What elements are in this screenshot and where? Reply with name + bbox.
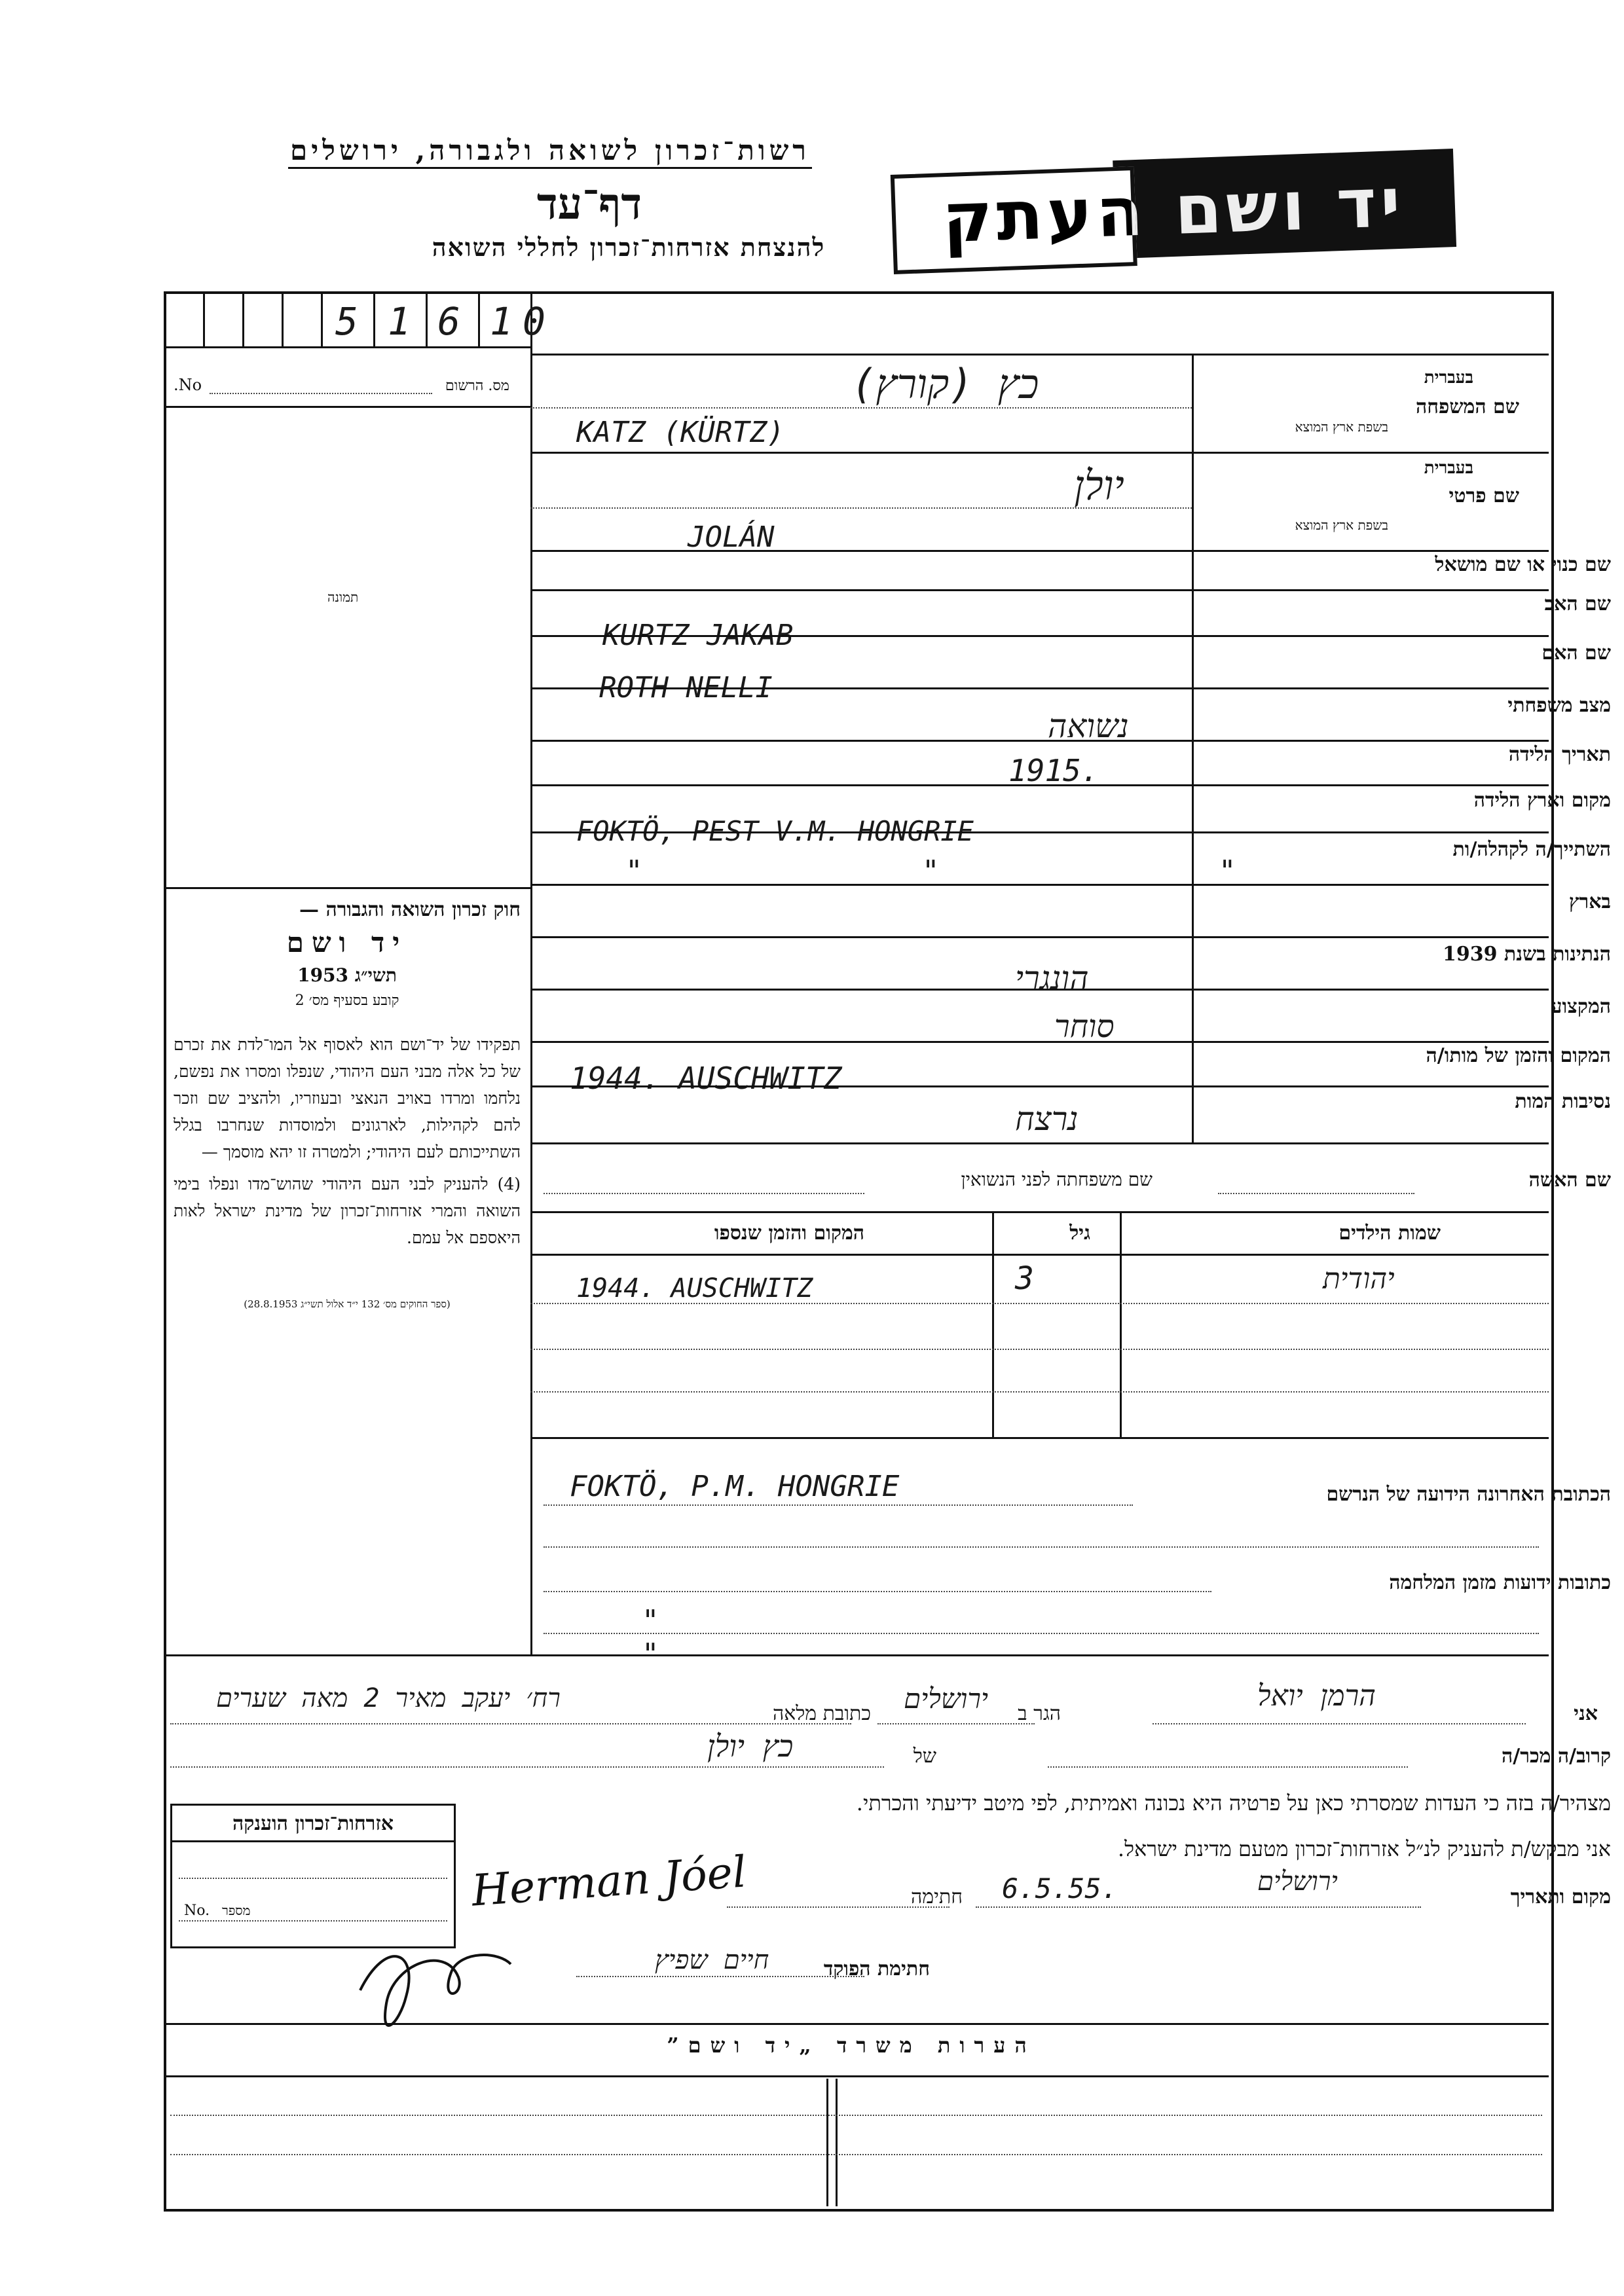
signature-label: חתימה bbox=[911, 1886, 963, 1908]
officer-signature-label: חתימת הפוקד bbox=[823, 1958, 930, 1980]
relative-label: קרוב/ה מכר/ה bbox=[1502, 1745, 1611, 1768]
document-title: דף־עד bbox=[536, 178, 642, 229]
request-text: אני מבקש/ת להעניק לנ״ל אזרחות־זכרון מטעם מדינת ישראל. bbox=[1117, 1836, 1611, 1861]
citizenship-granted-title: אזרחות־זכרון הוענקה bbox=[172, 1812, 454, 1842]
first-name-label: שם פרטי bbox=[1449, 484, 1519, 507]
reg-number-label: מס. הרשום bbox=[445, 378, 509, 394]
date-value: 6.5.55. bbox=[1002, 1872, 1118, 1904]
citizenship-granted-box bbox=[170, 1804, 456, 1948]
reg-no-label: No. bbox=[174, 376, 202, 394]
profession-value: סוחר bbox=[1054, 1008, 1115, 1045]
child-age-value: 3 bbox=[1015, 1260, 1034, 1297]
death-place-label: המקום והזמן של מותו/ה bbox=[1426, 1044, 1611, 1067]
death-circumstances-label: נסיבות המות bbox=[1515, 1090, 1611, 1113]
nickname-label: שם כנוי או שם מושאל bbox=[1435, 553, 1611, 576]
law-name: יד ושם bbox=[286, 926, 408, 958]
law-section: קובע בסעיף מס׳ 2 bbox=[295, 993, 399, 1009]
war-addresses-value: " " bbox=[642, 1604, 974, 1671]
family-name-hebrew-value: כץ (קורץ) bbox=[851, 360, 1039, 408]
declarant-value: הרמן יואל bbox=[1257, 1679, 1376, 1713]
death-place-value: 1944. AUSCHWITZ bbox=[570, 1061, 842, 1096]
citizenship-box-no-label: No. bbox=[184, 1903, 210, 1919]
mother-value: ROTH NELLI bbox=[599, 671, 773, 704]
father-value: KURTZ JAKAB bbox=[602, 619, 794, 652]
first-name-hebrew-value: יולן bbox=[1074, 462, 1124, 509]
first-name-latin-value: JOLÁN bbox=[688, 520, 775, 554]
full-address-label: כתובת מלאה bbox=[773, 1702, 871, 1725]
profession-label: המקצוע bbox=[1551, 995, 1611, 1018]
family-name-latin-value: KATZ (KÜRTZ) bbox=[576, 416, 784, 449]
authority-title: רשות־זכרון לשואה ולגבורה, ירושלים bbox=[288, 134, 812, 169]
registration-number-boxes bbox=[164, 291, 545, 348]
place-value: ירושלים bbox=[1257, 1867, 1338, 1897]
marital-status-label: מצב משפחתי bbox=[1507, 694, 1611, 717]
first-name-hebrew-sublabel: בעברית bbox=[1424, 458, 1473, 478]
citizenship-1939-label: הנתינות בשנת 1939 bbox=[1442, 943, 1611, 966]
law-title: חוק זכרון השואה והגבורה — bbox=[299, 898, 521, 921]
reg-digit-2: 1 bbox=[388, 299, 411, 344]
death-circumstances-value: נרצח bbox=[1015, 1100, 1079, 1138]
law-year-hebrew: תשי״ג bbox=[354, 964, 397, 986]
full-address-value: רח׳ יעקב מאיר 2 מאה שערים bbox=[216, 1683, 561, 1713]
family-name-hebrew-sublabel: בעברית bbox=[1424, 368, 1473, 388]
photo-label: תמונה bbox=[327, 589, 359, 605]
children-age-header: גיל bbox=[1069, 1222, 1090, 1245]
officer-name-value: חיים שפיץ bbox=[655, 1945, 769, 1975]
law-text-mission: תפקידו של יד־ושם הוא לאסוף אל המו־לדת את זכרם של כל אלה מבני העם היהודי, שנפלו ומסרו את נפשם, נלחמו ומרדו באויב הנאצי ובעוזריו, ולהציב שם וזכר להם לקהילות, לארגונים ולמוסדות שנחרבו בגלל השתייכותם לעם היהודי; ולמטרה זו יהא מוסמך — bbox=[174, 1035, 521, 1161]
father-label: שם האב bbox=[1544, 592, 1611, 615]
war-addresses-label: כתובות ידועות מזמן המלחמה bbox=[1389, 1571, 1611, 1594]
law-year: 1953 bbox=[297, 964, 349, 986]
declarant-label: אני bbox=[1574, 1702, 1598, 1725]
declarant-signature: Herman Jóel bbox=[470, 1846, 748, 1916]
relative-of-value: כץ יולן bbox=[707, 1728, 794, 1764]
child-name-value: יהודית bbox=[1323, 1262, 1395, 1296]
document-subtitle: להנצחת אזרחות־זכרון לחללי השואה bbox=[432, 232, 826, 262]
community-value: " " " bbox=[625, 854, 1367, 888]
wife-label: שם האשה bbox=[1528, 1169, 1611, 1192]
citizenship-box-number-label: מספר bbox=[222, 1903, 251, 1918]
community-label: השתייך/ה לקהלה/ות bbox=[1452, 838, 1611, 861]
residence-value: ירושלים bbox=[904, 1683, 988, 1715]
citizenship-1939-value: הונגרי bbox=[1015, 959, 1089, 997]
first-name-country-sublabel: בשפת ארץ המוצא bbox=[1295, 517, 1388, 533]
relative-of-label: של bbox=[913, 1745, 936, 1768]
last-address-value: FOKTÖ, P.M. HONGRIE bbox=[570, 1470, 900, 1503]
copy-stamp-text: יד ושם העתק bbox=[941, 162, 1406, 259]
birth-place-value: FOKTÖ, PEST V.M. HONGRIE bbox=[576, 815, 974, 847]
law-citation: (ספר החוקים מס׳ 132 י״ד אלול תשי״ג 28.8.1953) bbox=[244, 1298, 451, 1310]
family-name-label: שם המשפחה bbox=[1415, 395, 1519, 418]
last-address-label: הכתובת האחרונה הידועה של הנרשם bbox=[1326, 1483, 1611, 1506]
birth-place-label: מקום וארץ הלידה bbox=[1473, 789, 1611, 812]
family-name-country-sublabel: בשפת ארץ המוצא bbox=[1295, 419, 1388, 435]
reg-digit-4: 1 bbox=[490, 299, 513, 344]
country-label: בארץ bbox=[1568, 890, 1611, 913]
marital-status-value: נשואה bbox=[1048, 707, 1129, 745]
children-place-header: המקום והזמן שנספו bbox=[714, 1222, 864, 1245]
law-block bbox=[174, 898, 521, 1311]
wife-maiden-name-label: שם משפחתה לפני הנשואין bbox=[961, 1169, 1153, 1190]
mother-label: שם האם bbox=[1541, 642, 1611, 665]
reg-digit-3: 6 bbox=[437, 299, 460, 344]
child-place-value: 1944. AUSCHWITZ bbox=[576, 1273, 813, 1303]
birth-date-label: תאריך הלידה bbox=[1508, 743, 1611, 766]
residence-label: הגר ב bbox=[1018, 1702, 1061, 1725]
birth-date-value: 1915. bbox=[1008, 753, 1099, 788]
reg-digit-1: 5 bbox=[335, 299, 358, 344]
remarks-title: הערות משרד „יד ושם” bbox=[667, 2033, 1036, 2058]
place-date-label: מקום ותאריך bbox=[1510, 1886, 1611, 1908]
copy-stamp bbox=[890, 149, 1456, 276]
children-names-header: שמות הילדים bbox=[1338, 1222, 1441, 1245]
law-text-citizenship: (4) להעניק לבני העם היהודי שהוש־מדו ונפלו בימי השואה והמרי אזרחות־זכרון של מדינת ישראל לאות היאספם אל עמם. bbox=[174, 1175, 521, 1247]
declaration-text: מצהיר/ה בזה כי העדות שמסרתי כאן על פרטיה היא נכונה ואמיתית, לפי מיטב ידיעתי והכרתי. bbox=[856, 1791, 1611, 1815]
reg-digit-5: 0 bbox=[523, 299, 545, 344]
